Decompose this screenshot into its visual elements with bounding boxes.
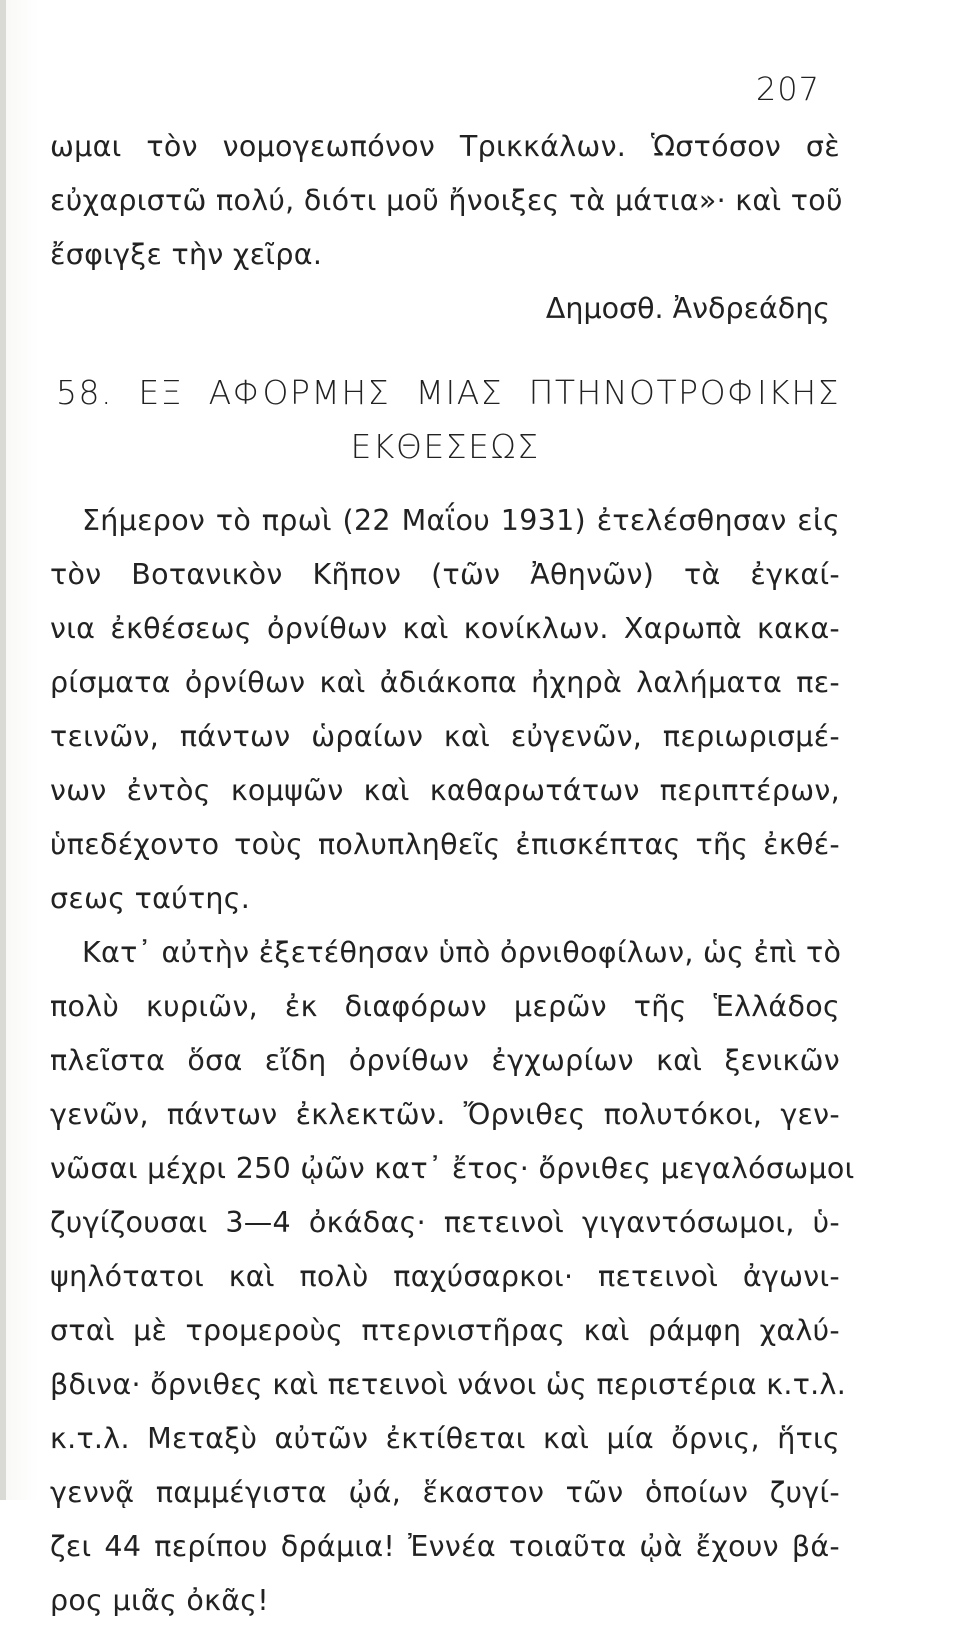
- section-heading-line-1: 58. ΕΞ ΑΦΟΡΜΗΣ ΜΙΑΣ ΠΤΗΝΟΤΡΟΦΙΚΗΣ: [56, 373, 840, 412]
- text-line: ωμαι τὸν νομογεωπόνον Τρικκάλων. Ὡστόσον σὲ: [50, 130, 840, 163]
- text-line: ὑπεδέχοντο τοὺς πολυπληθεῖς ἐπισκέπτας τῆς ἐκθέ-: [50, 828, 840, 861]
- text-line: κ.τ.λ. Μεταξὺ αὐτῶν ἐκτίθεται καὶ μία ὄρνις, ἥτις: [50, 1422, 840, 1455]
- text-line: νια ἐκθέσεως ὀρνίθων καὶ κονίκλων. Χαρωπὰ κακα-: [50, 612, 840, 645]
- text-line: γενῶν, πάντων ἐκλεκτῶν. Ὄρνιθες πολυτόκοι, γεν-: [50, 1098, 840, 1131]
- text-line: τὸν Βοτανικὸν Κῆπον (τῶν Ἀθηνῶν) τὰ ἐγκαί-: [50, 558, 840, 591]
- text-line: πολὺ κυριῶν, ἐκ διαφόρων μερῶν τῆς Ἑλλάδος: [50, 990, 840, 1023]
- text-line: ζει 44 περίπου δράμια! Ἐννέα τοιαῦτα ᾠὰ ἔχουν βά-: [50, 1530, 840, 1563]
- text-line: σεως ταύτης.: [50, 882, 251, 915]
- text-line: βδινα· ὄρνιθες καὶ πετεινοὶ νάνοι ὡς περιστέρια κ.τ.λ.: [50, 1368, 847, 1401]
- section-heading-line-2: ΕΚΘΕΣΕΩΣ: [350, 427, 540, 466]
- text-line: ρίσματα ὀρνίθων καὶ ἀδιάκοπα ἠχηρὰ λαλήματα πε-: [50, 666, 840, 699]
- text-line: πλεῖστα ὅσα εἴδη ὀρνίθων ἐγχωρίων καὶ ξενικῶν: [50, 1044, 840, 1077]
- opening-paragraph: [50, 120, 843, 282]
- section-heading: [50, 366, 840, 474]
- text-line: ζυγίζουσαι 3—4 ὀκάδας· πετεινοὶ γιγαντόσωμοι, ὑ-: [50, 1206, 840, 1239]
- page-number: 207: [755, 70, 820, 108]
- text-line: σταὶ μὲ τρομεροὺς πτερνιστῆρας καὶ ράμφη χαλύ-: [50, 1314, 840, 1347]
- text-line: νων ἐντὸς κομψῶν καὶ καθαρωτάτων περιπτέρων,: [50, 774, 840, 807]
- text-line: ἔσφιγξε τὴν χεῖρα.: [50, 238, 323, 271]
- text-line: τεινῶν, πάντων ὡραίων καὶ εὐγενῶν, περιωρισμέ-: [50, 720, 840, 753]
- text-line: νῶσαι μέχρι 250 ᾠῶν κατ᾽ ἔτος· ὄρνιθες μεγαλόσωμοι: [50, 1152, 855, 1185]
- text-line: γεννᾷ παμμέγιστα ᾠά, ἕκαστον τῶν ὁποίων ζυγί-: [50, 1476, 840, 1509]
- text-line: Κατ᾽ αὐτὴν ἐξετέθησαν ὑπὸ ὀρνιθοφίλων, ὡς ἐπὶ τὸ: [82, 936, 842, 969]
- text-line: ψηλότατοι καὶ πολὺ παχύσαρκοι· πετεινοὶ ἀγωνι-: [50, 1260, 840, 1293]
- page-body: [50, 120, 855, 1628]
- paragraph-1: [50, 494, 840, 926]
- text-line: ρος μιᾶς ὀκᾶς!: [50, 1584, 270, 1617]
- author-signature: Δημοσθ. Ἀνδρεάδης: [545, 292, 830, 325]
- paragraph-2: [50, 926, 855, 1628]
- text-line: εὐχαριστῶ πολύ, διότι μοῦ ἤνοιξες τὰ μάτια»· καὶ τοῦ: [50, 184, 843, 217]
- text-line: Σήμερον τὸ πρωὶ (22 Μαΐου 1931) ἐτελέσθησαν εἰς: [82, 504, 840, 537]
- page-edge-shadow: [0, 0, 6, 1500]
